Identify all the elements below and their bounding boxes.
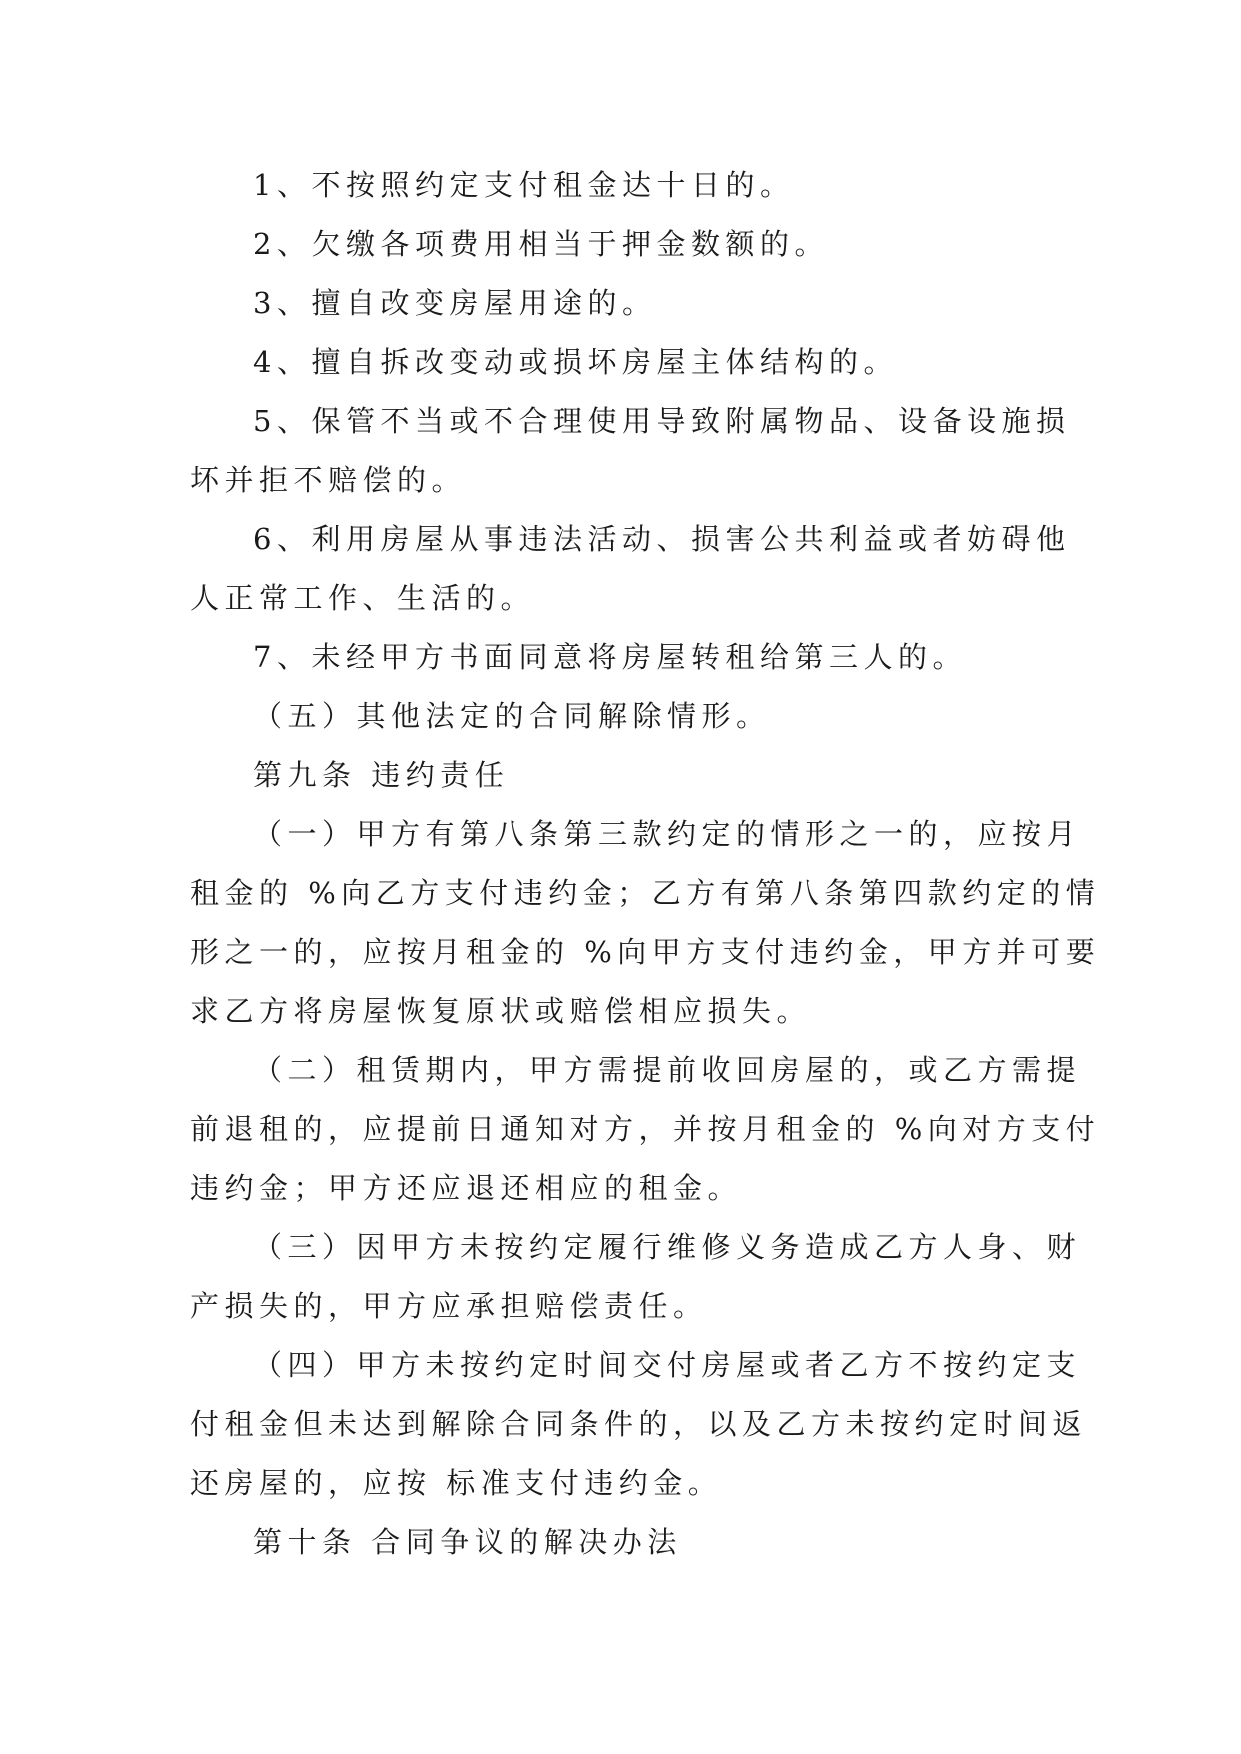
clause-item-4: 4、擅自拆改变动或损坏房屋主体结构的。	[253, 345, 898, 379]
article-nine-para-1-line-1: （一）甲方有第八条第三款约定的情形之一的，应按月	[253, 817, 1082, 851]
clause-item-7: 7、未经甲方书面同意将房屋转租给第三人的。	[253, 640, 967, 674]
article-nine-para-1-line-4: 求乙方将房屋恢复原状或赔偿相应损失。	[190, 994, 812, 1028]
article-nine-para-2-line-2: 前退租的，应提前日通知对方，并按月租金的 %向对方支付	[190, 1112, 1101, 1146]
clause-item-5-line-2: 坏并拒不赔偿的。	[190, 463, 467, 497]
article-nine-para-3-line-1: （三）因甲方未按约定履行维修义务造成乙方人身、财	[253, 1230, 1082, 1264]
article-nine-para-2-line-1: （二）租赁期内，甲方需提前收回房屋的，或乙方需提	[253, 1053, 1082, 1087]
article-nine-para-4-line-2: 付租金但未达到解除合同条件的，以及乙方未按约定时间返	[190, 1407, 1088, 1441]
clause-item-6-line-2: 人正常工作、生活的。	[190, 581, 536, 615]
clause-item-6-line-1: 6、利用房屋从事违法活动、损害公共利益或者妨碍他	[253, 522, 1071, 556]
clause-item-3: 3、擅自改变房屋用途的。	[253, 286, 657, 320]
article-nine-para-1-line-3: 形之一的，应按月租金的 %向甲方支付违约金，甲方并可要	[190, 935, 1101, 969]
article-nine-heading: 第九条 违约责任	[253, 758, 510, 792]
clause-item-5-line-1: 5、保管不当或不合理使用导致附属物品、设备设施损	[253, 404, 1071, 438]
clause-five: （五）其他法定的合同解除情形。	[253, 699, 771, 733]
article-nine-para-2-line-3: 违约金；甲方还应退还相应的租金。	[190, 1171, 743, 1205]
article-ten-heading: 第十条 合同争议的解决办法	[253, 1525, 682, 1559]
article-nine-para-1-line-2: 租金的 %向乙方支付违约金；乙方有第八条第四款约定的情	[190, 876, 1101, 910]
article-nine-para-4-line-3: 还房屋的，应按 标准支付违约金。	[190, 1466, 723, 1500]
clause-item-2: 2、欠缴各项费用相当于押金数额的。	[253, 227, 829, 261]
article-nine-para-4-line-1: （四）甲方未按约定时间交付房屋或者乙方不按约定支	[253, 1348, 1082, 1382]
article-nine-para-3-line-2: 产损失的，甲方应承担赔偿责任。	[190, 1289, 708, 1323]
clause-item-1: 1、不按照约定支付租金达十日的。	[253, 168, 795, 202]
